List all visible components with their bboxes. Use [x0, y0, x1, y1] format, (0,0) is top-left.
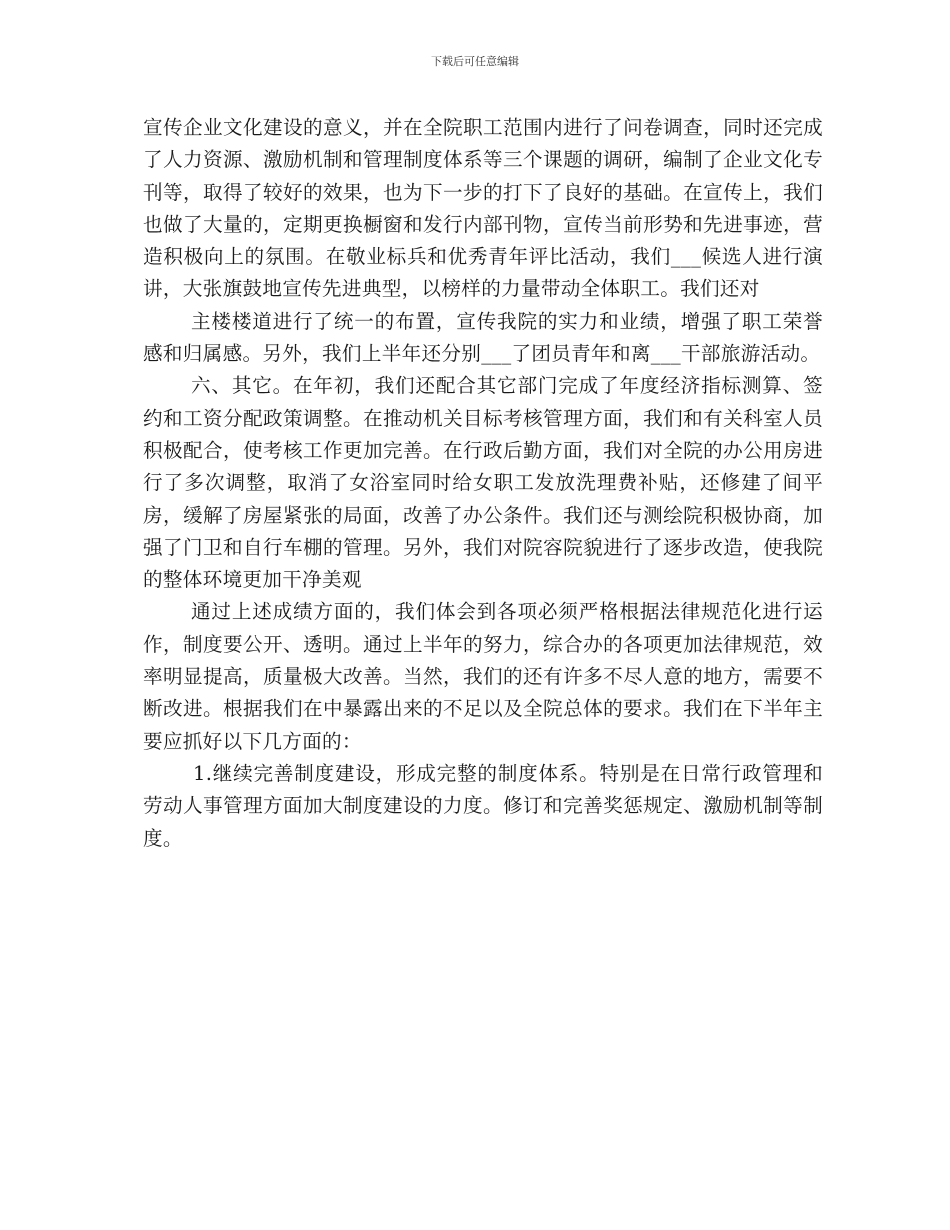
page-header: 下载后可任意编辑 [431, 55, 519, 68]
paragraph-3: 六、其它。在年初，我们还配合其它部门完成了年度经济指标测算、签约和工资分配政策调整。在推动机关目标考核管理方面，我们和有关科室人员积极配合，使考核工作更加完善。在行政后勤方面，我们对全院的办公用房进行了多次调整，取消了女浴室同时给女职工发放洗理费补贴，还修建了间平房，缓解了房屋紧张的局面，改善了办公条件。我们还与测绘院积极协商，加强了门卫和自行车棚的管理。另外，我们对院容院貌进行了逐步改造，使我院的整体环境更加干净美观 [143, 374, 823, 592]
paragraph-2: 主楼楼道进行了统一的布置，宣传我院的实力和业绩，增强了职工荣誉感和归属感。另外，我们上半年还分别___了团员青年和离___干部旅游活动。 [143, 309, 823, 366]
paragraph-4: 通过上述成绩方面的，我们体会到各项必须严格根据法律规范化进行运作，制度要公开、透明。通过上半年的努力，综合办的各项更加法律规范，效率明显提高，质量极大改善。当然，我们的还有许多不尽人意的地方，需要不断改进。根据我们在中暴露出来的不足以及全院总体的要求。我们在下半年主要应抓好以下几方面的： [143, 600, 823, 753]
document-body [143, 112, 823, 855]
paragraph-1: 宣传企业文化建设的意义，并在全院职工范围内进行了问卷调查，同时还完成了人力资源、激励机制和管理制度体系等三个课题的调研，编制了企业文化专刊等，取得了较好的效果，也为下一步的打下了良好的基础。在宣传上，我们也做了大量的，定期更换橱窗和发行内部刊物，宣传当前形势和先进事迹，营造积极向上的氛围。在敬业标兵和优秀青年评比活动，我们___候选人进行演讲，大张旗鼓地宣传先进典型，以榜样的力量带动全体职工。我们还对 [143, 116, 823, 301]
paragraph-5: 1.继续完善制度建设，形成完整的制度体系。特别是在日常行政管理和劳动人事管理方面加大制度建设的力度。修订和完善奖惩规定、激励机制等制度。 [143, 761, 823, 850]
